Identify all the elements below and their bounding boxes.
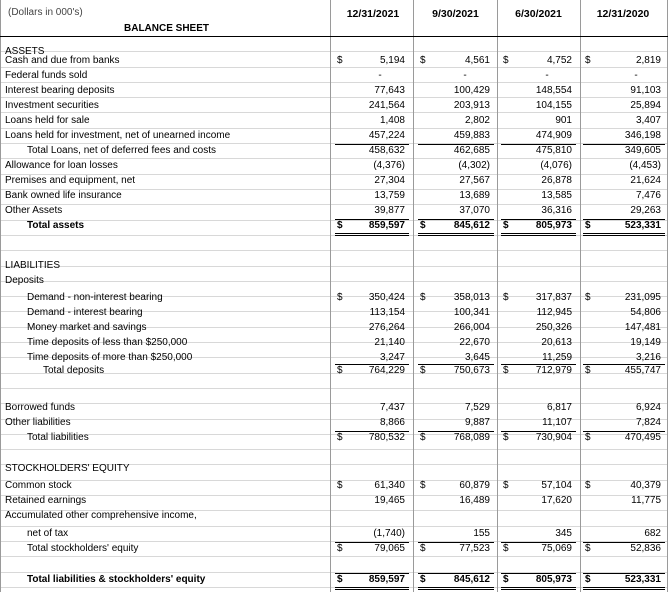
currency-symbol: $ — [585, 55, 591, 66]
sum-rule — [583, 144, 665, 145]
value-cell: 8,866 — [379, 417, 405, 428]
value-cell: 147,481 — [624, 322, 661, 333]
value-cell: 730,904 — [535, 432, 572, 443]
unit-note: (Dollars in 000's) — [8, 7, 83, 18]
sum-rule — [501, 219, 576, 220]
grid-line — [0, 449, 668, 450]
grid-line — [0, 281, 668, 282]
value-cell: - — [634, 70, 638, 81]
sum-rule — [335, 364, 409, 365]
row-label: Retained earnings — [5, 495, 87, 506]
row-label: Federal funds sold — [5, 70, 88, 81]
double-rule — [501, 587, 576, 590]
value-cell: 155 — [473, 528, 490, 539]
currency-symbol: $ — [585, 365, 591, 376]
value-cell: 22,670 — [459, 337, 490, 348]
value-cell: 459,883 — [453, 130, 490, 141]
value-cell: 1,408 — [379, 115, 405, 126]
value-cell: 474,909 — [535, 130, 572, 141]
sum-rule — [583, 219, 665, 220]
value-cell: 77,523 — [459, 543, 490, 554]
value-cell: 7,476 — [635, 190, 661, 201]
value-cell: - — [463, 70, 467, 81]
row-label: Accumulated other comprehensive income, — [5, 510, 197, 521]
value-cell: 36,316 — [541, 205, 572, 216]
value-cell: 39,877 — [374, 205, 405, 216]
value-cell: 26,878 — [541, 175, 572, 186]
value-cell: 21,140 — [374, 337, 405, 348]
value-cell: 458,632 — [368, 145, 405, 156]
value-cell: 457,224 — [368, 130, 405, 141]
value-cell: 25,894 — [630, 100, 661, 111]
currency-symbol: $ — [337, 292, 343, 303]
currency-symbol: $ — [420, 220, 426, 231]
value-cell: 61,340 — [374, 480, 405, 491]
row-label: Total stockholders' equity — [27, 543, 139, 554]
currency-symbol: $ — [420, 292, 426, 303]
sum-rule — [583, 431, 665, 432]
currency-symbol: $ — [585, 480, 591, 491]
currency-symbol: $ — [503, 574, 509, 585]
value-cell: (4,453) — [629, 160, 661, 171]
currency-symbol: $ — [585, 292, 591, 303]
column-divider — [0, 0, 1, 592]
sum-rule — [583, 364, 665, 365]
value-cell: 750,673 — [453, 365, 490, 376]
currency-symbol: $ — [337, 220, 343, 231]
row-label: Interest bearing deposits — [5, 85, 115, 96]
value-cell: 27,304 — [374, 175, 405, 186]
value-cell: 350,424 — [368, 292, 405, 303]
currency-symbol: $ — [503, 480, 509, 491]
currency-symbol: $ — [585, 543, 591, 554]
value-cell: 20,613 — [541, 337, 572, 348]
row-label: Investment securities — [5, 100, 99, 111]
value-cell: 100,429 — [453, 85, 490, 96]
value-cell: 3,407 — [635, 115, 661, 126]
grid-line — [0, 250, 668, 251]
currency-symbol: $ — [503, 292, 509, 303]
row-label: LIABILITIES — [5, 260, 61, 271]
currency-symbol: $ — [337, 574, 343, 585]
value-cell: 901 — [555, 115, 572, 126]
value-cell: 859,597 — [368, 574, 405, 585]
value-cell: 91,103 — [630, 85, 661, 96]
value-cell: 6,924 — [635, 402, 661, 413]
value-cell: 21,624 — [630, 175, 661, 186]
row-label: Borrowed funds — [5, 402, 76, 413]
value-cell: 54,806 — [630, 307, 661, 318]
double-rule — [335, 587, 409, 590]
row-label: Loans held for sale — [5, 115, 90, 126]
grid-line — [0, 51, 668, 52]
header-rule — [0, 36, 668, 37]
value-cell: 250,326 — [535, 322, 572, 333]
value-cell: 52,836 — [630, 543, 661, 554]
value-cell: 6,817 — [546, 402, 572, 413]
value-cell: 276,264 — [368, 322, 405, 333]
sum-rule — [583, 542, 665, 543]
value-cell: 19,149 — [630, 337, 661, 348]
sum-rule — [418, 144, 494, 145]
currency-symbol: $ — [503, 220, 509, 231]
value-cell: 203,913 — [453, 100, 490, 111]
value-cell: 231,095 — [624, 292, 661, 303]
currency-symbol: $ — [503, 55, 509, 66]
value-cell: 2,819 — [635, 55, 661, 66]
value-cell: 349,605 — [624, 145, 661, 156]
currency-symbol: $ — [585, 432, 591, 443]
value-cell: (4,076) — [540, 160, 572, 171]
sum-rule — [501, 542, 576, 543]
value-cell: 113,154 — [369, 307, 405, 318]
grid-line — [0, 556, 668, 557]
value-cell: 7,437 — [379, 402, 405, 413]
value-cell: (4,302) — [458, 160, 490, 171]
value-cell: 4,752 — [546, 55, 572, 66]
value-cell: 77,643 — [374, 85, 405, 96]
value-cell: 764,229 — [368, 365, 405, 376]
double-rule — [501, 233, 576, 236]
value-cell: 712,979 — [535, 365, 572, 376]
sum-rule — [418, 219, 494, 220]
currency-symbol: $ — [337, 365, 343, 376]
value-cell: 112,945 — [536, 307, 572, 318]
sheet-title: BALANCE SHEET — [124, 23, 210, 34]
currency-symbol: $ — [420, 543, 426, 554]
row-label: Time deposits of more than $250,000 — [27, 352, 193, 363]
value-cell: 470,495 — [624, 432, 661, 443]
column-header: 12/31/2021 — [346, 8, 400, 20]
currency-symbol: $ — [585, 220, 591, 231]
row-label: Total deposits — [43, 365, 105, 376]
currency-symbol: $ — [420, 432, 426, 443]
row-label: Common stock — [5, 480, 72, 491]
row-label: Demand - non-interest bearing — [27, 292, 163, 303]
value-cell: 57,104 — [541, 480, 572, 491]
row-label: Total assets — [27, 220, 85, 231]
sum-rule — [418, 431, 494, 432]
row-label: Total liabilities & stockholders' equity — [27, 574, 206, 585]
value-cell: 13,585 — [541, 190, 572, 201]
sum-rule — [501, 573, 576, 574]
currency-symbol: $ — [420, 365, 426, 376]
sum-rule — [418, 542, 494, 543]
value-cell: 75,069 — [541, 543, 572, 554]
value-cell: 60,879 — [459, 480, 490, 491]
row-label: Deposits — [5, 275, 44, 286]
row-label: Time deposits of less than $250,000 — [27, 337, 188, 348]
value-cell: 805,973 — [535, 220, 572, 231]
value-cell: 27,567 — [459, 175, 490, 186]
currency-symbol: $ — [337, 543, 343, 554]
value-cell: (1,740) — [373, 528, 405, 539]
value-cell: - — [545, 70, 549, 81]
sum-rule — [501, 364, 576, 365]
row-label: Allowance for loan losses — [5, 160, 118, 171]
row-label: net of tax — [27, 528, 69, 539]
value-cell: 79,065 — [374, 543, 405, 554]
grid-line — [0, 266, 668, 267]
currency-symbol: $ — [337, 480, 343, 491]
value-cell: 523,331 — [624, 220, 661, 231]
double-rule — [418, 587, 494, 590]
value-cell: 358,013 — [453, 292, 490, 303]
value-cell: 266,004 — [453, 322, 490, 333]
sum-rule — [418, 573, 494, 574]
currency-symbol: $ — [420, 480, 426, 491]
row-label: Loans held for investment, net of unearned income — [5, 130, 231, 141]
currency-symbol: $ — [503, 432, 509, 443]
value-cell: 11,259 — [542, 352, 572, 363]
row-label: Total liabilities — [27, 432, 89, 443]
value-cell: - — [378, 70, 382, 81]
row-label: Demand - interest bearing — [27, 307, 143, 318]
value-cell: 17,620 — [541, 495, 572, 506]
value-cell: 845,612 — [453, 574, 490, 585]
value-cell: 346,198 — [624, 130, 661, 141]
column-divider — [580, 0, 581, 592]
value-cell: 780,532 — [368, 432, 405, 443]
row-label: Premises and equipment, net — [5, 175, 136, 186]
row-label: Other Assets — [5, 205, 63, 216]
value-cell: 345 — [555, 528, 572, 539]
value-cell: 40,379 — [630, 480, 661, 491]
value-cell: 682 — [644, 528, 661, 539]
value-cell: 455,747 — [624, 365, 661, 376]
currency-symbol: $ — [420, 574, 426, 585]
currency-symbol: $ — [585, 574, 591, 585]
column-divider — [330, 0, 331, 592]
sum-rule — [335, 542, 409, 543]
value-cell: 5,194 — [379, 55, 405, 66]
value-cell: 859,597 — [368, 220, 405, 231]
row-label: STOCKHOLDERS' EQUITY — [5, 463, 130, 474]
currency-symbol: $ — [503, 365, 509, 376]
value-cell: 148,554 — [535, 85, 572, 96]
value-cell: 104,155 — [535, 100, 572, 111]
value-cell: 241,564 — [368, 100, 405, 111]
row-label: Cash and due from banks — [5, 55, 120, 66]
value-cell: 4,561 — [464, 55, 490, 66]
value-cell: 7,824 — [635, 417, 661, 428]
currency-symbol: $ — [503, 543, 509, 554]
column-header: 6/30/2021 — [515, 8, 562, 20]
value-cell: 19,465 — [374, 495, 405, 506]
sum-rule — [335, 144, 409, 145]
value-cell: 523,331 — [624, 574, 661, 585]
value-cell: (4,376) — [373, 160, 405, 171]
row-label: Total Loans, net of deferred fees and costs — [27, 145, 217, 156]
double-rule — [583, 587, 665, 590]
value-cell: 100,341 — [453, 307, 490, 318]
value-cell: 9,887 — [464, 417, 490, 428]
row-label: Bank owned life insurance — [5, 190, 122, 201]
sum-rule — [583, 573, 665, 574]
currency-symbol: $ — [420, 55, 426, 66]
currency-symbol: $ — [337, 55, 343, 66]
value-cell: 805,973 — [535, 574, 572, 585]
column-header: 12/31/2020 — [596, 8, 650, 20]
row-label: ASSETS — [5, 46, 45, 57]
value-cell: 3,645 — [464, 352, 490, 363]
row-label: Other liabilities — [5, 417, 71, 428]
sum-rule — [335, 573, 409, 574]
sum-rule — [501, 431, 576, 432]
sum-rule — [335, 219, 409, 220]
double-rule — [583, 233, 665, 236]
sum-rule — [335, 431, 409, 432]
value-cell: 3,247 — [379, 352, 405, 363]
value-cell: 475,810 — [535, 145, 572, 156]
value-cell: 462,685 — [453, 145, 490, 156]
value-cell: 7,529 — [464, 402, 490, 413]
column-header: 9/30/2021 — [432, 8, 479, 20]
column-divider — [497, 0, 498, 592]
value-cell: 29,263 — [630, 205, 661, 216]
value-cell: 845,612 — [453, 220, 490, 231]
double-rule — [418, 233, 494, 236]
value-cell: 13,759 — [374, 190, 405, 201]
sum-rule — [501, 144, 576, 145]
currency-symbol: $ — [337, 432, 343, 443]
value-cell: 3,216 — [635, 352, 661, 363]
row-label: Money market and savings — [27, 322, 147, 333]
sum-rule — [418, 364, 494, 365]
value-cell: 37,070 — [459, 205, 490, 216]
value-cell: 2,802 — [464, 115, 490, 126]
double-rule — [335, 233, 409, 236]
grid-line — [0, 388, 668, 389]
value-cell: 11,775 — [631, 495, 661, 506]
value-cell: 768,089 — [453, 432, 490, 443]
value-cell: 16,489 — [459, 495, 490, 506]
value-cell: 317,837 — [535, 292, 572, 303]
value-cell: 13,689 — [459, 190, 490, 201]
value-cell: 11,107 — [542, 417, 572, 428]
column-divider — [413, 0, 414, 592]
